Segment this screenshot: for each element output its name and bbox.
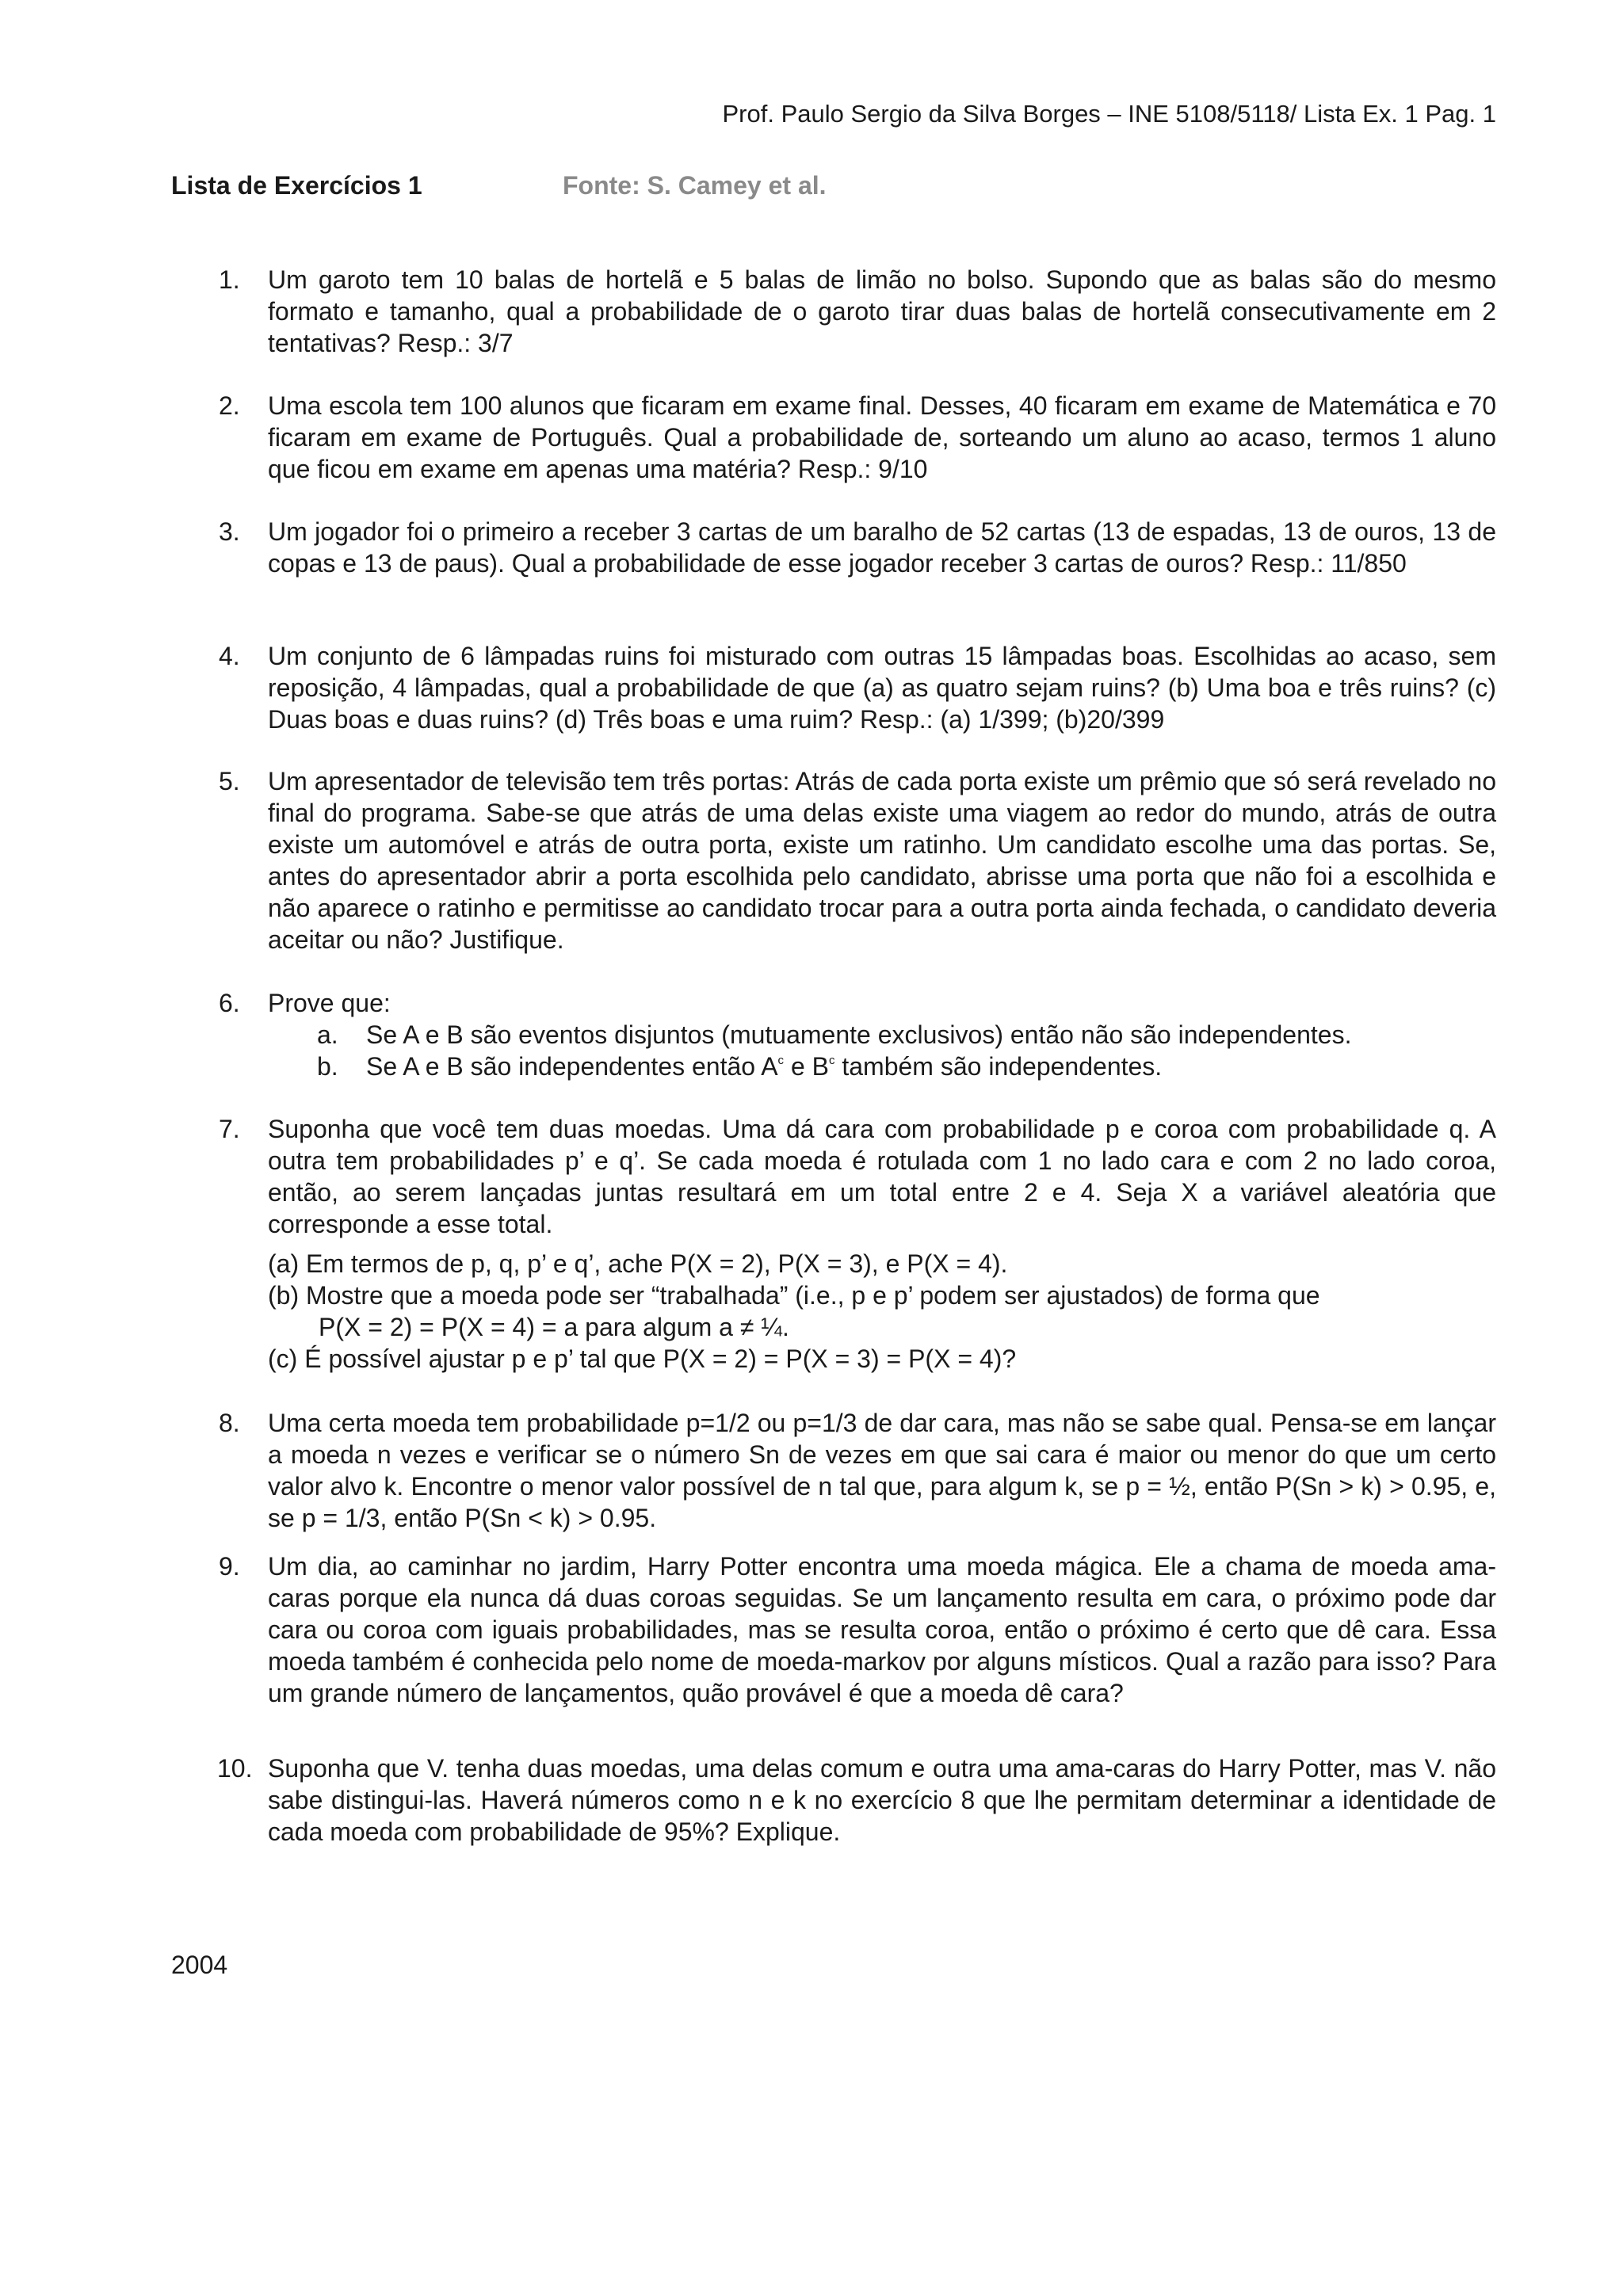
sub-item-letter: b. bbox=[317, 1052, 338, 1081]
complement-superscript: c bbox=[777, 1054, 785, 1067]
part-a: (a) Em termos de p, q, p’ e q’, ache P(X = 2), P(X = 3), e P(X = 4). bbox=[268, 1249, 1008, 1278]
exercise-number: 10. bbox=[217, 1754, 253, 1783]
part-b: (b) Mostre que a moeda pode ser “trabalhada” (i.e., p e p’ podem ser ajustados) de forma que bbox=[268, 1281, 1320, 1310]
exercise-number: 2. bbox=[219, 391, 240, 420]
exercise-number: 1. bbox=[219, 265, 240, 294]
text-part: também são independentes. bbox=[834, 1052, 1163, 1081]
part-b-continuation: P(X = 2) = P(X = 4) = a para algum a ≠ ¼. bbox=[319, 1313, 789, 1341]
sub-item-text bbox=[366, 1052, 1162, 1081]
exercise-text: Uma escola tem 100 alunos que ficaram em exame final. Desses, 40 ficaram em exame de Matemática e 70 ficaram em exame de Português. Qual a probabilidade de, sorteando um aluno ao acaso, termos 1 aluno que ficou em exame em apenas uma matéria? Resp.: 9/10 bbox=[268, 391, 1496, 483]
footer-year: 2004 bbox=[171, 1951, 228, 1979]
text-part: e B bbox=[784, 1052, 829, 1081]
exercise-text: Um apresentador de televisão tem três portas: Atrás de cada porta existe um prêmio que só será revelado no final do programa. Sabe-se que atrás de uma delas existe uma viagem ao redor do mundo, atrás de outra existe um automóvel e atrás de outra porta, existe um ratinho. Um candidato escolhe uma das portas. Se, antes do apresentador abrir a porta escolhida pelo candidato, abrisse uma porta que não foi a escolhida e não aparece o ratinho e permitisse ao candidato trocar para a outra porta ainda fechada, o candidato deveria aceitar ou não? Justifique. bbox=[268, 767, 1496, 954]
exercise-1 bbox=[171, 264, 1496, 359]
part-c: (c) É possível ajustar p e p’ tal que P(X = 2) = P(X = 3) = P(X = 4)? bbox=[268, 1344, 1017, 1373]
exercise-7 bbox=[171, 1113, 1496, 1375]
source-label: Fonte: S. Camey et al. bbox=[563, 171, 827, 200]
title-row bbox=[171, 170, 827, 201]
exercise-number: 4. bbox=[219, 642, 240, 670]
exercise-text: Um conjunto de 6 lâmpadas ruins foi misturado com outras 15 lâmpadas boas. Escolhidas ao acaso, sem reposição, 4 lâmpadas, qual a probabilidade de que (a) as quatro sejam ruins? (b) Uma boa e três ruins? (c) Duas boas e duas ruins? (d) Três boas e uma ruim? Resp.: (a) 1/399; (b)20/399 bbox=[268, 642, 1496, 734]
sub-list bbox=[268, 1019, 1496, 1082]
text-part: Se A e B são independentes então A bbox=[366, 1052, 778, 1081]
sub-item-b bbox=[268, 1051, 1496, 1082]
page-header: Prof. Paulo Sergio da Silva Borges – INE 5108/5118/ Lista Ex. 1 Pag. 1 bbox=[722, 100, 1496, 128]
list-title: Lista de Exercícios 1 bbox=[171, 171, 422, 200]
exercise-text: Um garoto tem 10 balas de hortelã e 5 balas de limão no bolso. Supondo que as balas são do mesmo formato e tamanho, qual a probabilidade de o garoto tirar duas balas de hortelã consecutivamente em 2 tentativas? Resp.: 3/7 bbox=[268, 265, 1496, 357]
exercise-8 bbox=[171, 1407, 1496, 1534]
exercise-3 bbox=[171, 516, 1496, 579]
exercise-text: Prove que: bbox=[268, 989, 391, 1017]
exercise-text: Suponha que você tem duas moedas. Uma dá cara com probabilidade p e coroa com probabilidade q. A outra tem probabilidades p’ e q’. Se cada moeda é rotulada com 1 no lado cara e com 2 no lado coroa, então, ao serem lançadas juntas resultará em um total entre 2 e 4. Seja X a variável aleatória que corresponde a esse total. bbox=[268, 1115, 1496, 1238]
complement-superscript: c bbox=[828, 1054, 835, 1067]
exercise-6 bbox=[171, 987, 1496, 1082]
exercise-4 bbox=[171, 640, 1496, 735]
exercise-9 bbox=[171, 1550, 1496, 1709]
exercise-text: Um jogador foi o primeiro a receber 3 cartas de um baralho de 52 cartas (13 de espadas, 13 de ouros, 13 de copas e 13 de paus). Qual a probabilidade de esse jogador receber 3 cartas de ouros? Resp.: 11/850 bbox=[268, 517, 1496, 578]
exercise-number: 5. bbox=[219, 767, 240, 795]
exercise-number: 3. bbox=[219, 517, 240, 546]
sub-item-a bbox=[268, 1019, 1496, 1051]
exercise-2 bbox=[171, 390, 1496, 485]
exercise-number: 7. bbox=[219, 1115, 240, 1143]
exercise-text: Uma certa moeda tem probabilidade p=1/2 ou p=1/3 de dar cara, mas não se sabe qual. Pensa-se em lançar a moeda n vezes e verificar se o número Sn de vezes em que sai cara é maior ou menor do que um certo valor alvo k. Encontre o menor valor possível de n tal que, para algum k, se p = ½, então P(Sn > k) > 0.95, e, se p = 1/3, então P(Sn < k) > 0.95. bbox=[268, 1409, 1496, 1532]
exercise-5 bbox=[171, 765, 1496, 955]
exercise-text: Suponha que V. tenha duas moedas, uma delas comum e outra uma ama-caras do Harry Potter, mas V. não sabe distingui-las. Haverá números como n e k no exercício 8 que lhe permitam determinar a identidade de cada moeda com probabilidade de 95%? Explique. bbox=[268, 1754, 1496, 1846]
sub-item-text: Se A e B são eventos disjuntos (mutuamente exclusivos) então não são independentes. bbox=[366, 1020, 1352, 1049]
exercise-10 bbox=[171, 1753, 1496, 1848]
exercise-number: 6. bbox=[219, 989, 240, 1017]
exercise-number: 8. bbox=[219, 1409, 240, 1437]
sub-item-letter: a. bbox=[317, 1020, 338, 1049]
exercise-text: Um dia, ao caminhar no jardim, Harry Potter encontra uma moeda mágica. Ele a chama de moeda ama-caras porque ela nunca dá duas coroas seguidas. Se um lançamento resulta em cara, o próximo pode dar cara ou coroa com iguais probabilidades, mas se resulta coroa, então o próximo é certo que dê cara. Essa moeda também é conhecida pelo nome de moeda-markov por alguns místicos. Qual a razão para isso? Para um grande número de lançamentos, quão provável é que a moeda dê cara? bbox=[268, 1552, 1496, 1707]
exercise-number: 9. bbox=[219, 1552, 240, 1581]
